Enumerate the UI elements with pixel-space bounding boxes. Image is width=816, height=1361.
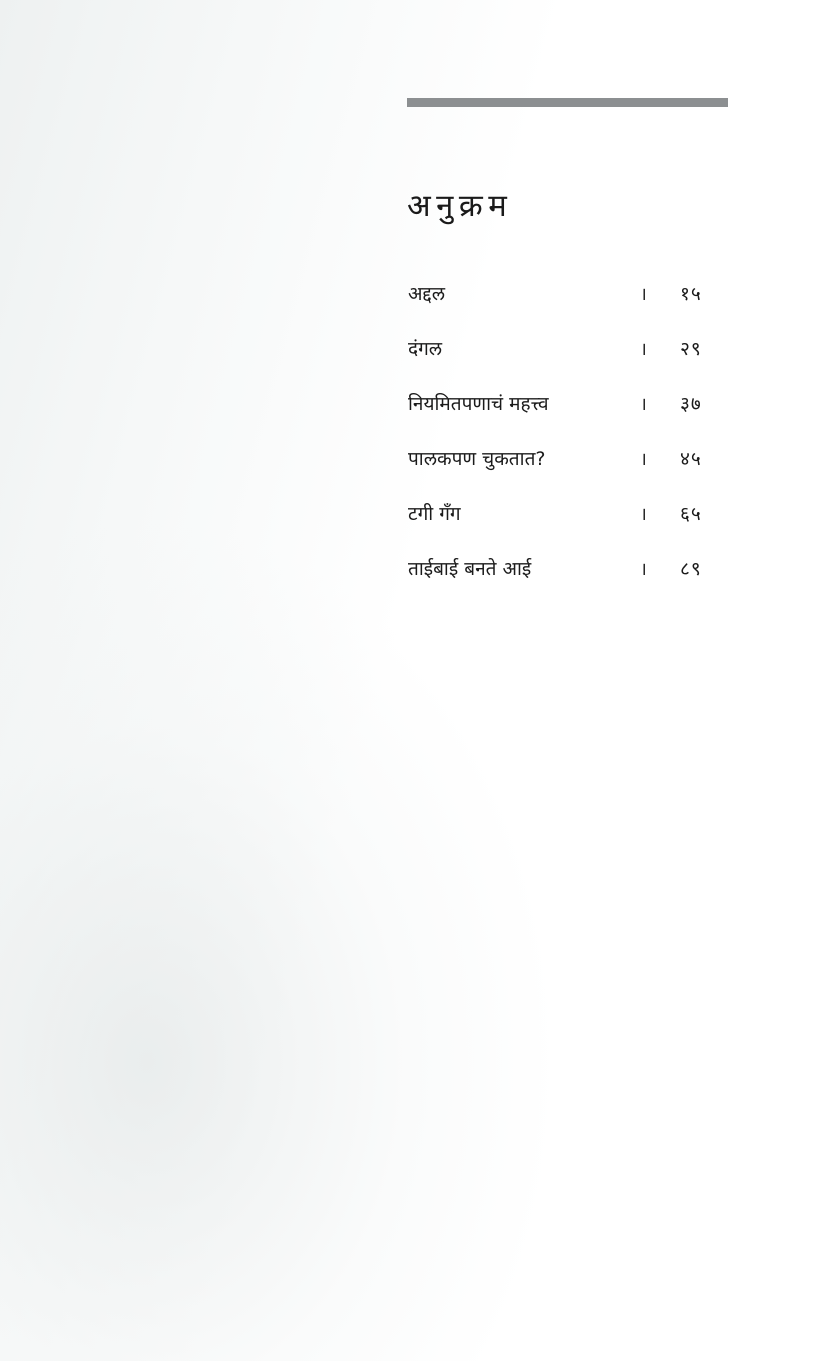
toc-entry-page: ६५	[680, 503, 702, 525]
list-item[interactable]	[408, 555, 730, 610]
toc-separator: ।	[640, 284, 647, 305]
toc-separator: ।	[640, 394, 647, 415]
toc-entry-page: १५	[680, 283, 702, 305]
toc-separator: ।	[640, 339, 647, 360]
header-rule	[407, 98, 728, 107]
toc-entry-page: ३७	[680, 393, 702, 415]
toc-entry-title: टगी गँग	[408, 503, 461, 525]
toc-entry-title: ताईबाई बनते आई	[408, 558, 532, 580]
toc-entry-title: अद्दल	[408, 283, 445, 305]
list-item[interactable]	[408, 390, 730, 445]
page-title: अनुक्रम	[407, 188, 513, 224]
toc-entry-page: ४५	[680, 448, 702, 470]
toc-separator: ।	[640, 504, 647, 525]
toc-entry-page: २९	[680, 338, 702, 360]
toc-entry-page: ८९	[680, 558, 702, 580]
list-item[interactable]	[408, 335, 730, 390]
toc-entry-title: दंगल	[408, 338, 443, 360]
page-content	[406, 0, 746, 610]
table-of-contents	[408, 280, 730, 610]
list-item[interactable]	[408, 280, 730, 335]
toc-separator: ।	[640, 559, 647, 580]
toc-separator: ।	[640, 449, 647, 470]
list-item[interactable]	[408, 445, 730, 500]
list-item[interactable]	[408, 500, 730, 555]
toc-entry-title: नियमितपणाचं महत्त्व	[408, 393, 549, 415]
toc-entry-title: पालकपण चुकतात?	[408, 448, 546, 470]
